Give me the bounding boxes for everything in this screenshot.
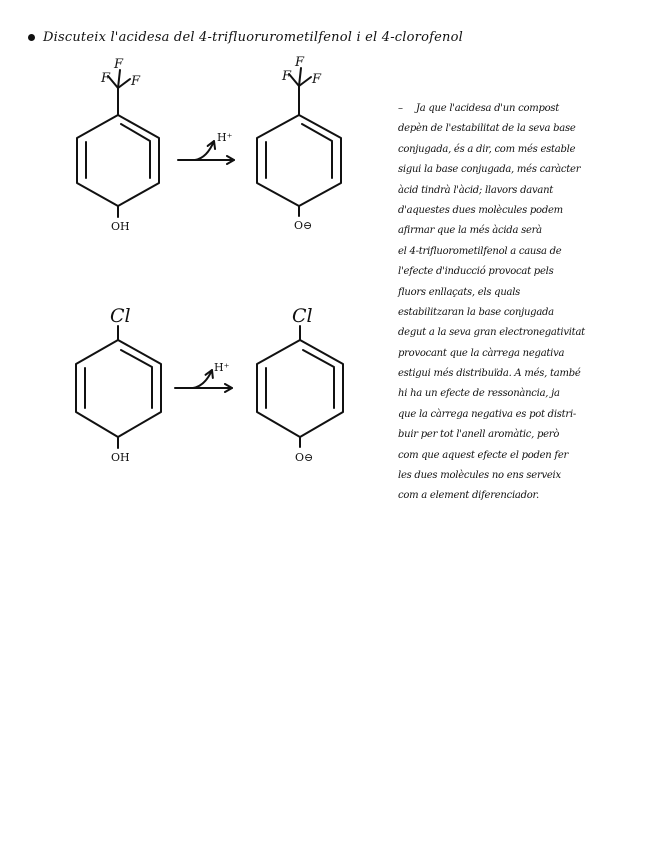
note-line <box>398 99 644 119</box>
curved-arrow <box>195 141 214 160</box>
note-line: buir per tot l'anell aromàtic, però <box>398 429 560 441</box>
note-line: estabilitzaran la base conjugada <box>398 306 554 318</box>
cf-bond <box>118 70 120 88</box>
note-line: les dues molècules no ens serveix <box>398 470 561 482</box>
note-line: sigui la base conjugada, més caràcter <box>398 164 581 176</box>
fluorine-label: F <box>114 57 124 72</box>
proton-label: H⁺ <box>217 131 233 144</box>
note-line: provocant que la càrrega negativa <box>398 347 565 359</box>
fluorine-label: F <box>131 74 141 89</box>
note-line: afirmar que la més àcida serà <box>398 225 542 237</box>
chlorine-label: Cl <box>110 305 131 327</box>
note-line: hi ha un efecte de ressonància, ja <box>398 388 560 400</box>
cf-bond <box>299 68 301 86</box>
note-line: degut a la seva gran electronegativitat <box>398 327 585 339</box>
fluorine-label: F <box>312 72 322 87</box>
note-line: com a element diferenciador. <box>398 490 539 502</box>
note-line: estigui més distribuïda. A més, també <box>398 368 581 380</box>
ring-double-bond <box>302 124 332 141</box>
hydroxyl-label: OH <box>111 451 130 464</box>
deprotonation-arrow-top <box>178 131 234 160</box>
hydroxyl-label: OH <box>111 220 130 233</box>
phenoxide-label: O⊖ <box>294 219 313 232</box>
benzene-ring <box>77 115 159 206</box>
fluorine-label: F <box>282 69 292 84</box>
fluorine-label: F <box>101 71 111 86</box>
benzene-ring <box>76 340 161 437</box>
note-dash: – <box>398 103 403 114</box>
phenoxide-label: O⊖ <box>295 451 314 464</box>
benzene-ring <box>257 115 341 206</box>
molecule-chlorophenol <box>76 305 161 464</box>
heading-text: Discuteix l'acidesa del 4-trifluorurometilfenol i el 4-clorofenol <box>43 30 463 45</box>
note-line: com que aquest efecte el poden fer <box>398 449 569 461</box>
note-line: conjugada, és a dir, com més estable <box>398 143 576 155</box>
deprotonation-arrow-bottom <box>175 361 232 388</box>
proton-label: H⁺ <box>214 361 230 374</box>
note-line: que la càrrega negativa es pot distri- <box>398 408 577 420</box>
note-line: l'efecte d'inducció provocat pels <box>398 266 554 278</box>
ring-double-bond <box>303 350 334 367</box>
explanation-notes <box>398 99 644 507</box>
molecule-trifluoromethylphenol <box>77 57 159 233</box>
note-line: d'aquestes dues molècules podem <box>398 204 563 216</box>
curved-arrow <box>193 370 212 388</box>
fluorine-label: F <box>295 55 305 70</box>
note-line: depèn de l'estabilitat de la seva base <box>398 123 576 135</box>
note-line: àcid tindrà l'àcid; llavors davant <box>398 184 554 196</box>
chlorine-label: Cl <box>292 305 313 327</box>
molecule-trifluoromethylphenoxide <box>257 55 341 232</box>
benzene-ring <box>257 340 343 437</box>
molecule-chlorophenoxide <box>257 305 343 464</box>
note-line: fluors enllaçats, els quals <box>398 286 521 298</box>
ring-double-bond <box>121 124 150 141</box>
note-line: el 4-trifluorometilfenol a causa de <box>398 245 562 257</box>
note-text: Ja que l'acidesa d'un compost <box>416 103 560 114</box>
ring-double-bond <box>121 350 152 367</box>
